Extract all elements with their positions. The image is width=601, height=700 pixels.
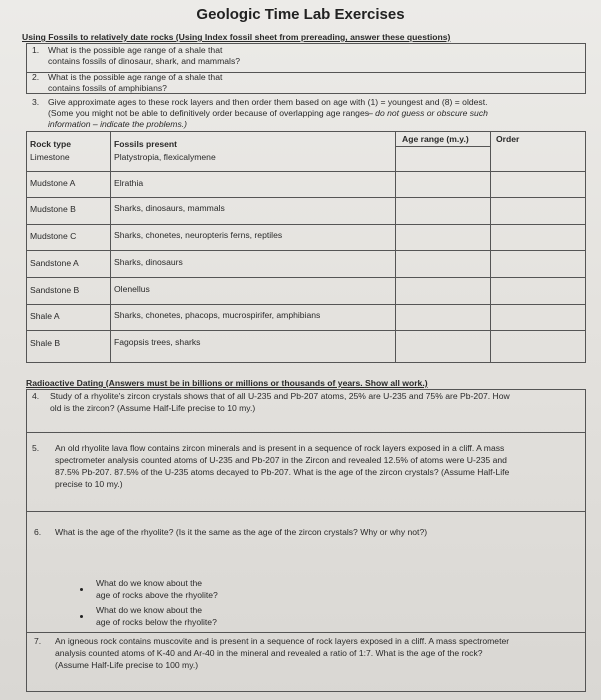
table-row-fossils: Fagopsis trees, sharks [114, 337, 201, 347]
table-row-rock: Mudstone C [30, 231, 77, 241]
question-6-number: 6. [34, 527, 42, 537]
question-7-number: 7. [34, 636, 42, 646]
question-2-text-line2: contains fossils of amphibians? [48, 83, 167, 93]
fossils-section-header: Using Fossils to relatively date rocks (Using Index fossil sheet from prereading, answer these questions) [22, 32, 451, 42]
table-row-rock: Limestone [30, 152, 70, 162]
table-row-rock: Sandstone A [30, 258, 79, 268]
bullet-2-text: What do we know about the [96, 605, 203, 615]
question-7-text-line2: analysis counted atoms of K-40 and Ar-40 in the mineral and revealed a ratio of 1:7. What is the age of the rock? [55, 648, 483, 658]
question-3-number: 3. [32, 97, 40, 107]
page-title: Geologic Time Lab Exercises [196, 6, 405, 23]
question-3-text-emphasis: – do not guess or obscure such [368, 108, 488, 118]
question-3-text-line2: (Some you might not be able to definitively order because of overlapping age ranges [48, 108, 370, 118]
question-2-number: 2. [32, 72, 40, 82]
header-fossils-present: Fossils present [114, 139, 178, 149]
table-row-fossils: Sharks, dinosaurs, mammals [114, 203, 225, 213]
header-age-range: Age range (m.y.) [402, 134, 469, 144]
question-1-number: 1. [32, 45, 40, 55]
question-4-number: 4. [32, 391, 40, 401]
table-row-fossils: Sharks, chonetes, phacops, mucrospirifer, amphibians [114, 310, 321, 320]
bullet-point [80, 615, 83, 618]
header-order: Order [496, 134, 520, 144]
table-row-fossils: Platystropia, flexicalymene [114, 152, 216, 162]
table-row-fossils: Sharks, dinosaurs [114, 257, 183, 267]
table-row-fossils: Olenellus [114, 284, 150, 294]
question-1-text-line2: contains fossils of dinosaur, shark, and mammals? [48, 56, 241, 66]
question-2-text: What is the possible age range of a shale that [48, 72, 223, 82]
question-4-text: Study of a rhyolite's zircon crystals shows that of all U-235 and Pb-207 atoms, 25% are U-235 and 75% are Pb-207. How [50, 391, 510, 401]
question-5-text-line3: 87.5% Pb-207. 87.5% of the U-235 atoms decayed to Pb-207. What is the age of the zircon crystals? (Assume Half-Life [55, 467, 510, 477]
question-5-number: 5. [32, 443, 40, 453]
table-row-fossils: Elrathia [114, 178, 144, 188]
table-row-rock: Mudstone A [30, 178, 76, 188]
table-row-rock: Mudstone B [30, 204, 76, 214]
bullet-point [80, 588, 83, 591]
bullet-1-text-line2: age of rocks above the rhyolite? [96, 590, 218, 600]
question-7-text: An igneous rock contains muscovite and is present in a sequence of rock layers exposed in a cliff. A mass spectrometer [55, 636, 510, 646]
question-5-text: An old rhyolite lava flow contains zircon minerals and is present in a sequence of rock layers exposed in a cliff. A mass [55, 443, 505, 453]
question-3-text-line3: information – indicate the problems.) [48, 119, 188, 129]
question-7-text-line3: (Assume Half-Life precise to 100 my.) [55, 660, 199, 670]
question-6-text: What is the age of the rhyolite? (Is it the same as the age of the zircon crystals? Why or why not?) [55, 527, 428, 537]
radioactive-section-header: Radioactive Dating (Answers must be in billions or millions or thousands of years. Show all work.) [26, 378, 428, 388]
bullet-1-text: What do we know about the [96, 578, 203, 588]
table-row-rock: Sandstone B [30, 285, 80, 295]
question-5-text-line2: spectrometer analysis counted atoms of U-235 and Pb-207 in the Zircon and revealed 12.5% of atoms were U-235 and [55, 455, 507, 465]
question-3-text: Give approximate ages to these rock layers and then order them based on age with (1) = youngest and (8) = oldest. [48, 97, 488, 107]
question-5-text-line4: precise to 10 my.) [55, 479, 123, 489]
table-row-fossils: Sharks, chonetes, neuropteris ferns, reptiles [114, 230, 283, 240]
table-row-rock: Shale A [30, 311, 60, 321]
table-row-rock: Shale B [30, 338, 61, 348]
question-4-text-line2: old is the zircon? (Assume Half-Life precise to 10 my.) [50, 403, 256, 413]
header-rock-type: Rock type [30, 139, 72, 149]
bullet-2-text-line2: age of rocks below the rhyolite? [96, 617, 217, 627]
question-1-text: What is the possible age range of a shale that [48, 45, 223, 55]
